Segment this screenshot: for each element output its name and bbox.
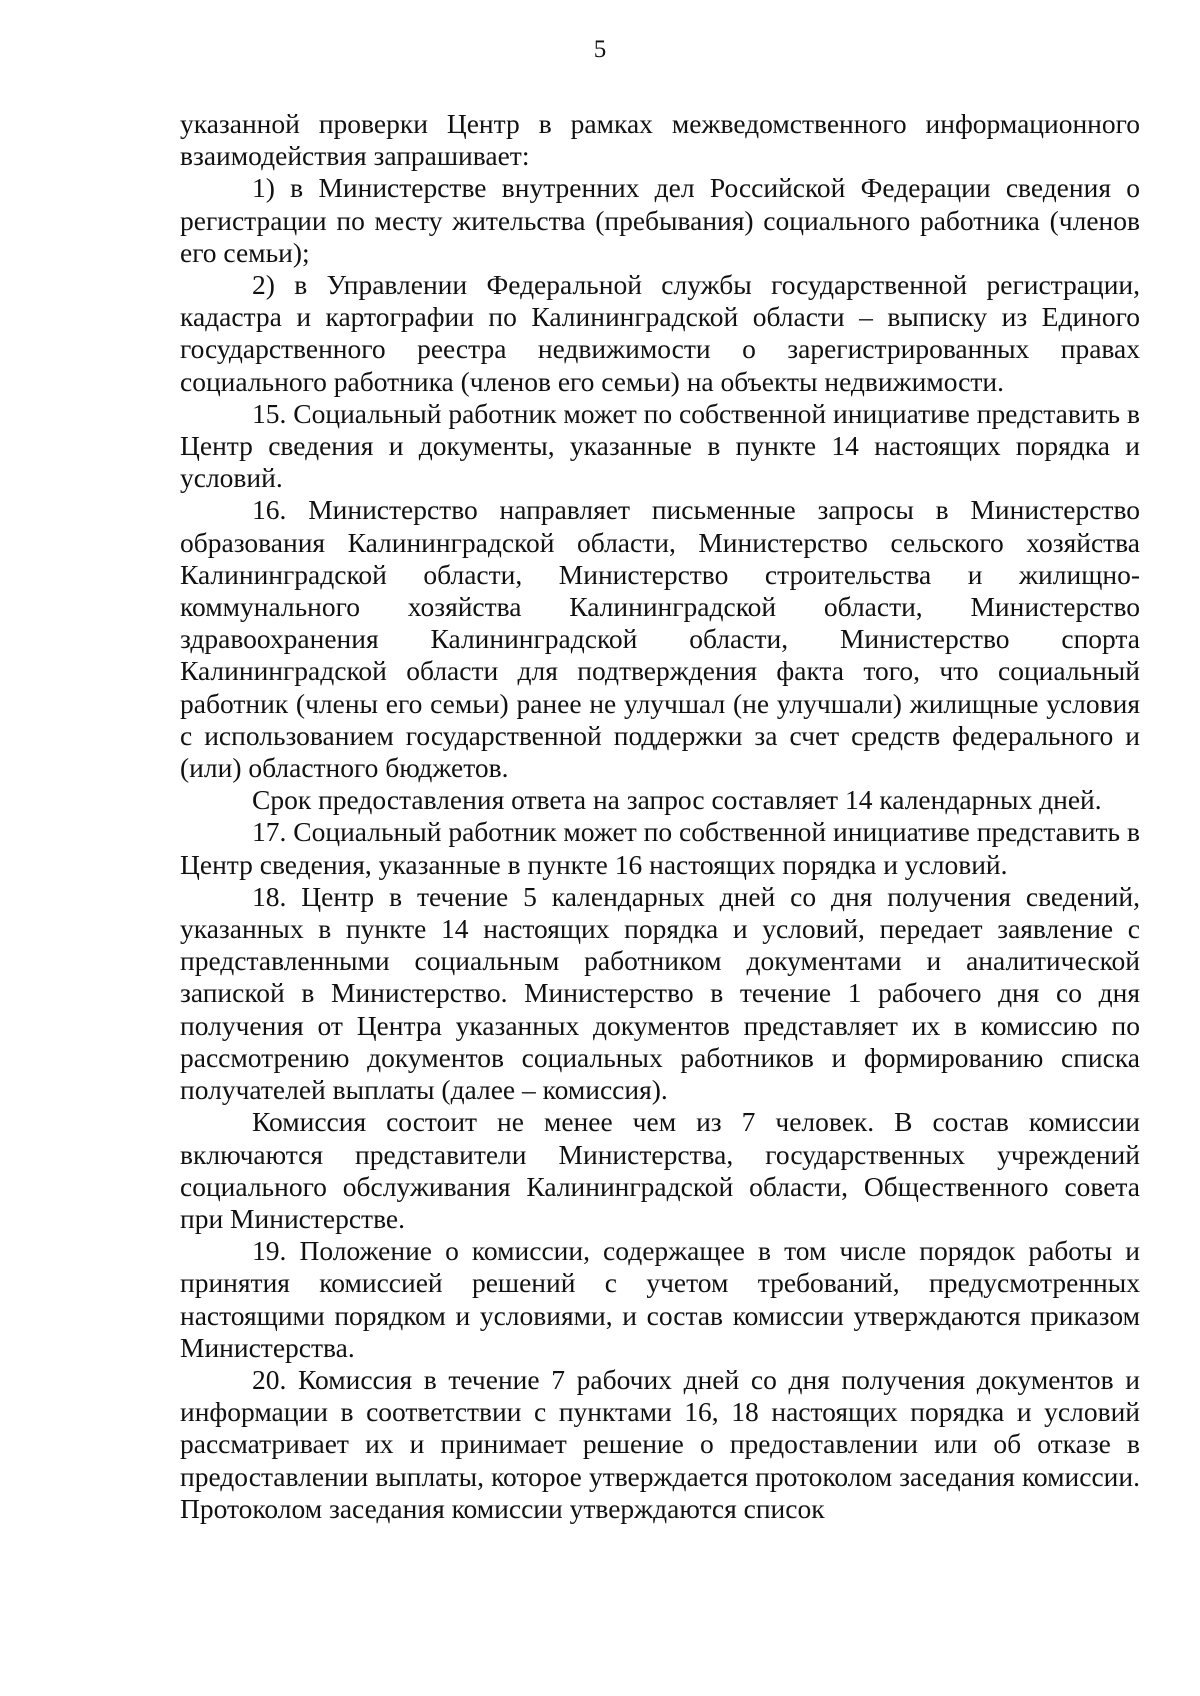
paragraph-clause-17: 17. Социальный работник может по собственной инициативе представить в Центр сведения, указанные в пункте 16 настоящих порядка и условий. <box>180 816 1140 880</box>
paragraph-intro-continuation: указанной проверки Центр в рамках межведомственного информационного взаимодействия запрашивает: <box>180 108 1140 172</box>
paragraph-response-deadline: Срок предоставления ответа на запрос составляет 14 календарных дней. <box>252 784 1102 816</box>
paragraph-clause-18: 18. Центр в течение 5 календарных дней со дня получения сведений, указанных в пункте 14 настоящих порядка и условий, передает заявление с представленными социальным работником документами и аналитической запиской в Министерство. Министерство в течение 1 рабочего дня со дня получения от Центра указанных документов представляет их в комиссию по рассмотрению документов социальных работников и формированию списка получателей выплаты (далее – комиссия). <box>180 880 1140 1106</box>
paragraph-clause-15: 15. Социальный работник может по собственной инициативе представить в Центр сведения и документы, указанные в пункте 14 настоящих порядка и условий. <box>180 397 1140 494</box>
paragraph-clause-16: 16. Министерство направляет письменные запросы в Министерство образования Калининградской области, Министерство сельского хозяйства Калининградской области, Министерство строительства и жилищно-коммунального хозяйства Калининградской области, Министерство здравоохранения Калининградской области, Министерство спорта Калининградской области для подтверждения факта того, что социальный работник (члены его семьи) ранее не улучшал (не улучшали) жилищные условия с использованием государственной поддержки за счет средств федерального и (или) областного бюджетов. <box>180 494 1140 784</box>
paragraph-commission-composition: Комиссия состоит не менее чем из 7 человек. В состав комиссии включаются представители Министерства, государственных учреждений социального обслуживания Калининградской области, Общественного совета при Министерстве. <box>180 1106 1140 1234</box>
paragraph-clause-20: 20. Комиссия в течение 7 рабочих дней со дня получения документов и информации в соответствии с пунктами 16, 18 настоящих порядка и условий рассматривает их и принимает решение о предоставлении или об отказе в предоставлении выплаты, которое утверждается протоколом заседания комиссии. Протоколом заседания комиссии утверждаются список <box>180 1363 1140 1524</box>
paragraph-request-item-2: 2) в Управлении Федеральной службы государственной регистрации, кадастра и картографии по Калининградской области – выписку из Единого государственного реестра недвижимости о зарегистрированных правах социального работника (членов его семьи) на объекты недвижимости. <box>180 269 1140 397</box>
page-number: 5 <box>593 36 607 63</box>
document-body <box>180 108 1140 1525</box>
paragraph-clause-19: 19. Положение о комиссии, содержащее в том числе порядок работы и принятия комиссией решений с учетом требований, предусмотренных настоящими порядком и условиями, и состав комиссии утверждаются приказом Министерства. <box>180 1235 1140 1363</box>
paragraph-request-item-1: 1) в Министерстве внутренних дел Российской Федерации сведения о регистрации по месту жительства (пребывания) социального работника (членов его семьи); <box>180 172 1140 268</box>
